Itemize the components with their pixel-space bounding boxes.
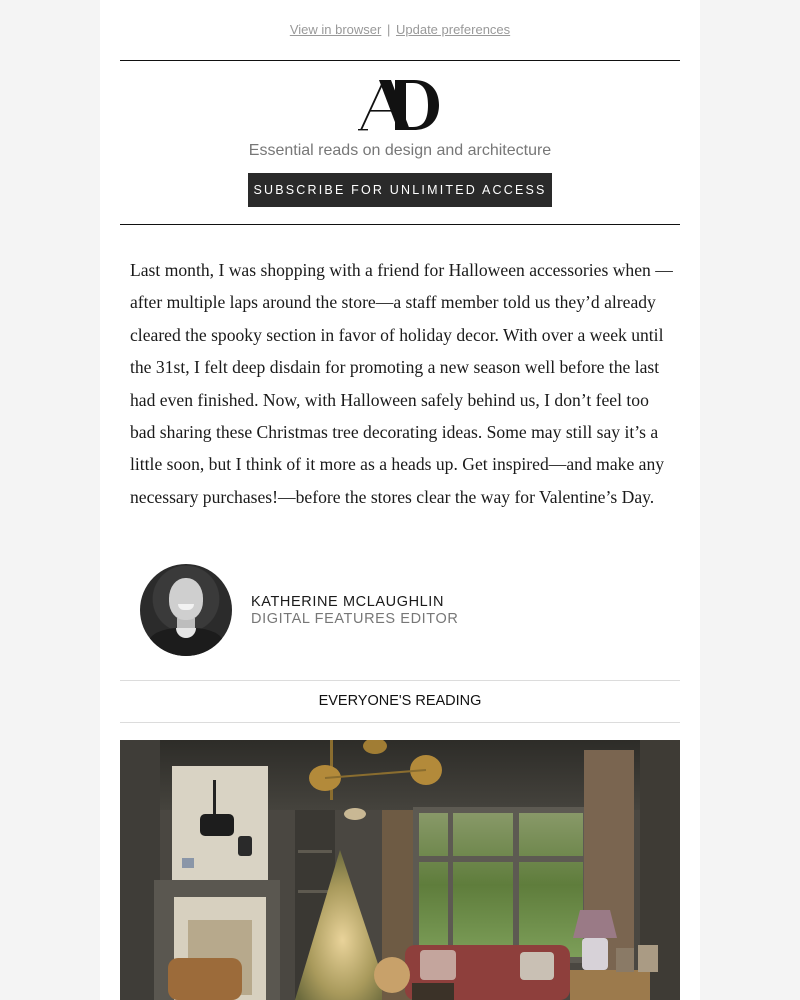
section-top-divider [120, 680, 680, 681]
hero-image [120, 740, 680, 1000]
author-byline [140, 564, 458, 656]
update-preferences-link[interactable]: Update preferences [395, 22, 511, 37]
intro-paragraph: Last month, I was shopping with a friend for Halloween accessories when —after multiple laps around the store—a staff member told us they’d already cleared the spooky section in favor of holiday decor. With over a week until the 31st, I felt deep disdain for promoting a new season well before the last had even finished. Now, with Halloween safely behind us, I don’t feel too bad sharing these Christmas tree decorating ideas. Some may still say it’s a little soon, but I think of it more as a heads up. Get inspired—and make any necessary purchases!—before the stores clear the way for Valentine’s Day. [130, 260, 673, 507]
prehead-separator: | [386, 22, 391, 37]
prehead-links [100, 22, 700, 37]
hero-image-link[interactable] [120, 740, 680, 1000]
ad-logo-icon [358, 74, 442, 136]
header-top-divider [120, 60, 680, 61]
avatar-face [169, 578, 203, 620]
subscribe-button[interactable]: SUBSCRIBE FOR UNLIMITED ACCESS [248, 173, 552, 207]
tagline: Essential reads on design and architecture [248, 142, 552, 159]
author-title: DIGITAL FEATURES EDITOR [251, 610, 459, 627]
ad-logo[interactable] [100, 74, 700, 136]
author-avatar [140, 564, 232, 656]
view-in-browser-link[interactable]: View in browser [289, 22, 382, 37]
section-bottom-divider [120, 722, 680, 723]
author-text [251, 594, 458, 627]
header-bottom-divider [120, 224, 680, 225]
author-name: KATHERINE MCLAUGHLIN [251, 593, 445, 610]
email-content-column [100, 0, 700, 1000]
section-title: EVERYONE'S READING [318, 693, 482, 709]
